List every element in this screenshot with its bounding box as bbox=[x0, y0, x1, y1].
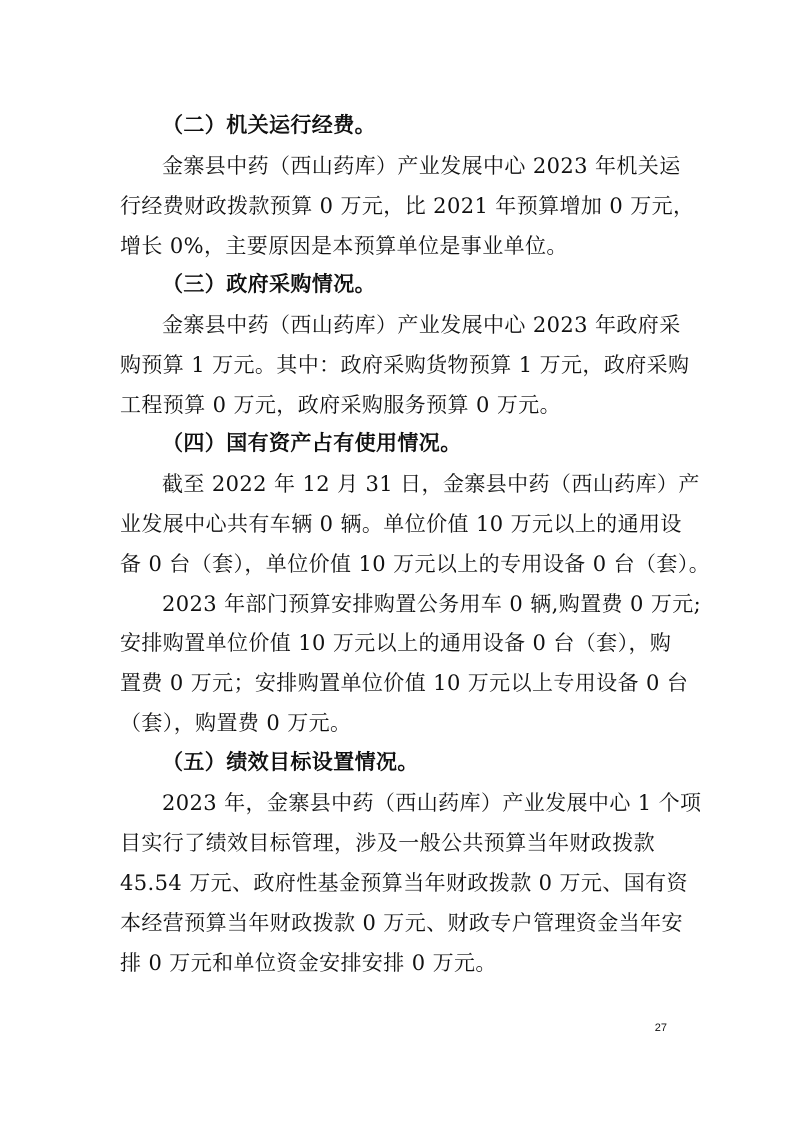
paragraph-line: 购预算 1 万元。其中：政府采购货物预算 1 万元，政府采购 bbox=[120, 353, 690, 377]
paragraph-line: 安排购置单位价值 10 万元以上的通用设备 0 台（套），购 bbox=[120, 631, 672, 655]
paragraph-line: 业发展中心共有车辆 0 辆。单位价值 10 万元以上的通用设 bbox=[120, 512, 682, 536]
paragraph-line: 本经营预算当年财政拨款 0 万元、财政专户管理资金当年安 bbox=[120, 911, 683, 935]
paragraph-line: （套），购置费 0 万元。 bbox=[120, 711, 352, 735]
section-heading-2: （二）机关运行经费。 bbox=[162, 113, 376, 137]
paragraph-line: 行经费财政拨款预算 0 万元，比 2021 年预算增加 0 万元， bbox=[120, 194, 695, 218]
paragraph-line: 置费 0 万元；安排购置单位价值 10 万元以上专用设备 0 台 bbox=[120, 671, 689, 695]
paragraph-line: 备 0 台（套），单位价值 10 万元以上的专用设备 0 台（套）。 bbox=[120, 552, 711, 576]
paragraph-line: 金寨县中药（西山药库）产业发展中心 2023 年政府采 bbox=[162, 313, 681, 337]
paragraph-line: 排 0 万元和单位资金安排安排 0 万元。 bbox=[120, 951, 497, 975]
page-number: 27 bbox=[654, 1022, 667, 1034]
paragraph-line: 目实行了绩效目标管理，涉及一般公共预算当年财政拨款 bbox=[120, 831, 655, 855]
paragraph-line: 增长 0%，主要原因是本预算单位是事业单位。 bbox=[120, 234, 568, 258]
section-heading-5: （五）绩效目标设置情况。 bbox=[162, 750, 419, 774]
section-heading-4: （四）国有资产占有使用情况。 bbox=[162, 431, 462, 455]
paragraph-line: 45.54 万元、政府性基金预算当年财政拨款 0 万元、国有资 bbox=[120, 871, 688, 895]
paragraph-line: 工程预算 0 万元，政府采购服务预算 0 万元。 bbox=[120, 393, 562, 417]
section-heading-3: （三）政府采购情况。 bbox=[162, 272, 376, 296]
paragraph-line: 截至 2022 年 12 月 31 日，金寨县中药（西山药库）产 bbox=[162, 472, 700, 496]
paragraph-line: 2023 年，金寨县中药（西山药库）产业发展中心 1 个项 bbox=[162, 791, 702, 815]
paragraph-line: 金寨县中药（西山药库）产业发展中心 2023 年机关运 bbox=[162, 154, 681, 178]
paragraph-line: 2023 年部门预算安排购置公务用车 0 辆,购置费 0 万元; bbox=[162, 592, 702, 616]
